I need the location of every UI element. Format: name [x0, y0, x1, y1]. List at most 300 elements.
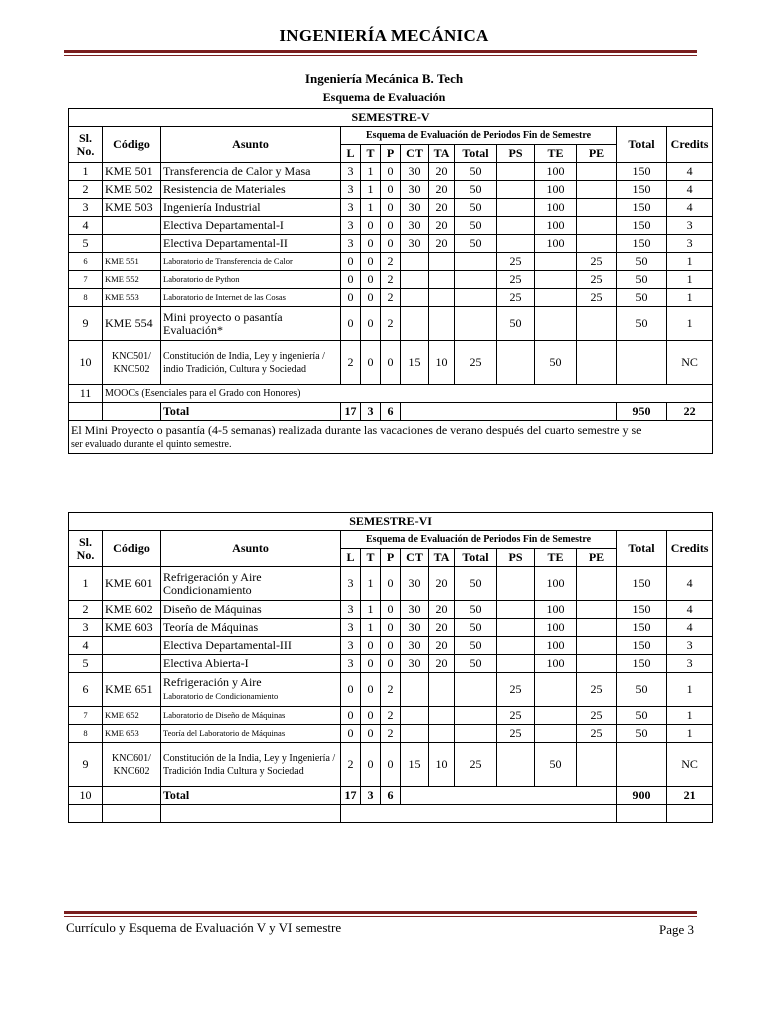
row-subject: Constitución de la India, Ley y Ingeniería / Tradición India Cultura y Sociedad: [161, 743, 341, 787]
row-cr: 4: [667, 199, 713, 217]
row-code: [103, 235, 161, 253]
col-CT: CT: [401, 145, 429, 163]
row-cr: 1: [667, 289, 713, 307]
row-gt: 50: [617, 673, 667, 707]
col-TE: TE: [535, 145, 577, 163]
row-total: 50: [455, 163, 497, 181]
row-cr: 3: [667, 637, 713, 655]
col-CT: CT: [401, 549, 429, 567]
row-subject: Electiva Departamental-I: [161, 217, 341, 235]
row-gt: 150: [617, 217, 667, 235]
col-credits: Credits: [667, 531, 713, 567]
col-TA: TA: [429, 145, 455, 163]
table-row: [69, 271, 713, 289]
row-ps: 25: [497, 725, 535, 743]
row-p: 2: [381, 307, 401, 341]
table-row: [69, 673, 713, 707]
row-l: 0: [341, 271, 361, 289]
row-ta: 20: [429, 181, 455, 199]
row-ta: 10: [429, 341, 455, 385]
row-p: 0: [381, 163, 401, 181]
footer-left: Currículo y Esquema de Evaluación V y VI semestre: [66, 920, 342, 935]
row-pe: [577, 655, 617, 673]
row-code: KME 502: [103, 181, 161, 199]
row-subject: Electiva Abierta-I: [161, 655, 341, 673]
col-codigo: Código: [103, 531, 161, 567]
row-code: KME 603: [103, 619, 161, 637]
col-sl: Sl. No.: [69, 531, 103, 567]
row-ps: [497, 217, 535, 235]
col-asunto: Asunto: [161, 127, 341, 163]
row-l: 3: [341, 637, 361, 655]
row-cr: 4: [667, 181, 713, 199]
row-cr: 4: [667, 163, 713, 181]
row-sl: 5: [69, 235, 103, 253]
row-cr: 1: [667, 725, 713, 743]
row-ps: [497, 341, 535, 385]
row-subject: Laboratorio de Internet de las Cosas: [161, 289, 341, 307]
col-T: T: [361, 145, 381, 163]
row-t: 0: [361, 253, 381, 271]
col-P: P: [381, 145, 401, 163]
row-subject: Transferencia de Calor y Masa: [161, 163, 341, 181]
col-PS: PS: [497, 145, 535, 163]
row-t: 0: [361, 637, 381, 655]
row-te: [535, 289, 577, 307]
row-t: 0: [361, 707, 381, 725]
row-pe: [577, 163, 617, 181]
row-ct: [401, 307, 429, 341]
row-ps: 50: [497, 307, 535, 341]
row-total: 50: [455, 235, 497, 253]
col-asunto: Asunto: [161, 531, 341, 567]
total-label: Total: [161, 403, 341, 421]
row-sl: 7: [69, 271, 103, 289]
row-l: 2: [341, 743, 361, 787]
row-cr: 3: [667, 217, 713, 235]
row-te: 100: [535, 601, 577, 619]
row-te: [535, 307, 577, 341]
row-gt: 150: [617, 163, 667, 181]
row-total: 25: [455, 341, 497, 385]
row-sl: 1: [69, 163, 103, 181]
row-cr: 3: [667, 655, 713, 673]
row-ta: [429, 673, 455, 707]
row-sl: 4: [69, 637, 103, 655]
table-row: [69, 725, 713, 743]
total-grand: 900: [617, 787, 667, 805]
table-row: [69, 289, 713, 307]
row-p: 0: [381, 341, 401, 385]
row-te: [535, 253, 577, 271]
col-L: L: [341, 549, 361, 567]
row-l: 3: [341, 567, 361, 601]
row-total: 50: [455, 199, 497, 217]
row-sl: 2: [69, 601, 103, 619]
empty-cell: [103, 805, 161, 823]
row-ta: [429, 271, 455, 289]
row-t: 1: [361, 567, 381, 601]
row-te: [535, 673, 577, 707]
col-PS: PS: [497, 549, 535, 567]
row-gt: 150: [617, 567, 667, 601]
row-sl: 3: [69, 619, 103, 637]
header-rule-thin: [64, 55, 697, 56]
sem5-note: [69, 421, 713, 454]
row-t: 0: [361, 655, 381, 673]
row-ta: [429, 725, 455, 743]
row-pe: 25: [577, 271, 617, 289]
row-subject: Teoría del Laboratorio de Máquinas: [161, 725, 341, 743]
total-blank: [401, 403, 617, 421]
row-ta: 20: [429, 567, 455, 601]
row-l: 3: [341, 601, 361, 619]
row-subject: [161, 673, 341, 707]
row-t: 1: [361, 181, 381, 199]
row-ps: [497, 235, 535, 253]
table-row: [69, 707, 713, 725]
row-ps: [497, 619, 535, 637]
col-credits: Credits: [667, 127, 713, 163]
row-p: 0: [381, 199, 401, 217]
row-t: 0: [361, 271, 381, 289]
row-pe: [577, 619, 617, 637]
row-p: 2: [381, 673, 401, 707]
row-code: KME 554: [103, 307, 161, 341]
row-code: [103, 217, 161, 235]
row-sl: 3: [69, 199, 103, 217]
row-sl: 1: [69, 567, 103, 601]
total-T: 3: [361, 403, 381, 421]
row-subject: Laboratorio de Python: [161, 271, 341, 289]
row-pe: 25: [577, 725, 617, 743]
row-subject: Electiva Departamental-III: [161, 637, 341, 655]
total-sl: [69, 403, 103, 421]
row-total: 50: [455, 601, 497, 619]
row-total: [455, 673, 497, 707]
row-code: KME 653: [103, 725, 161, 743]
row-t: 0: [361, 725, 381, 743]
row-te: 100: [535, 217, 577, 235]
col-PE: PE: [577, 145, 617, 163]
row-sl: 6: [69, 673, 103, 707]
row-total: [455, 253, 497, 271]
row-l: 0: [341, 725, 361, 743]
row-ct: 30: [401, 235, 429, 253]
row-l: 0: [341, 307, 361, 341]
row-te: 100: [535, 567, 577, 601]
row-pe: [577, 217, 617, 235]
row-total: 50: [455, 217, 497, 235]
total-P: 6: [381, 787, 401, 805]
total-code: [103, 787, 161, 805]
row-ta: 10: [429, 743, 455, 787]
row-ta: 20: [429, 601, 455, 619]
row-t: 0: [361, 743, 381, 787]
row-ps: [497, 199, 535, 217]
row-l: 0: [341, 289, 361, 307]
row-cr: NC: [667, 341, 713, 385]
row-subject: Ingeniería Industrial: [161, 199, 341, 217]
row-cr: NC: [667, 743, 713, 787]
row-total: 50: [455, 619, 497, 637]
row-pe: [577, 637, 617, 655]
total-L: 17: [341, 403, 361, 421]
row-cr: 4: [667, 619, 713, 637]
col-esquema: Esquema de Evaluación de Periodos Fin de Semestre: [341, 531, 617, 549]
total-L: 17: [341, 787, 361, 805]
row-ps: [497, 743, 535, 787]
row-code: KNC601/ KNC602: [103, 743, 161, 787]
row-te: 100: [535, 619, 577, 637]
row-subject: Laboratorio de Transferencia de Calor: [161, 253, 341, 271]
col-TA: TA: [429, 549, 455, 567]
row-cr: 4: [667, 601, 713, 619]
col-esquema: Esquema de Evaluación de Periodos Fin de Semestre: [341, 127, 617, 145]
total-credits: 21: [667, 787, 713, 805]
row-p: 0: [381, 217, 401, 235]
col-P: P: [381, 549, 401, 567]
semester-vi-table: [68, 512, 713, 823]
row-p: 0: [381, 235, 401, 253]
row-subject-line1: Refrigeración y Aire: [163, 675, 262, 689]
row-ct: 30: [401, 217, 429, 235]
empty-cell: [667, 805, 713, 823]
row-code: [103, 637, 161, 655]
row-sl: 5: [69, 655, 103, 673]
col-total: Total: [617, 127, 667, 163]
row-gt: 50: [617, 289, 667, 307]
row-code: KME 601: [103, 567, 161, 601]
total-P: 6: [381, 403, 401, 421]
row-gt: [617, 341, 667, 385]
row-l: 3: [341, 655, 361, 673]
row-t: 0: [361, 235, 381, 253]
row-t: 0: [361, 341, 381, 385]
row-total: [455, 271, 497, 289]
row-pe: 25: [577, 253, 617, 271]
row-subject-line2: Laboratorio de Condicionamiento: [163, 691, 279, 701]
row-total: [455, 725, 497, 743]
row-code: KME 503: [103, 199, 161, 217]
row-total: [455, 289, 497, 307]
table-row: [69, 341, 713, 385]
row-ta: [429, 289, 455, 307]
row-t: 1: [361, 601, 381, 619]
row-p: 0: [381, 181, 401, 199]
row-ps: 25: [497, 707, 535, 725]
row-t: 1: [361, 619, 381, 637]
table-row: [69, 217, 713, 235]
row-ps: 25: [497, 253, 535, 271]
row-pe: [577, 601, 617, 619]
row-l: 2: [341, 341, 361, 385]
col-subtotal: Total: [455, 549, 497, 567]
row-l: 3: [341, 181, 361, 199]
row-total: 50: [455, 655, 497, 673]
mooc-sl: 11: [69, 385, 103, 403]
row-p: 0: [381, 567, 401, 601]
note-sub: ser evaluado durante el quinto semestre.: [71, 438, 232, 450]
empty-cell: [341, 805, 617, 823]
row-code: [103, 655, 161, 673]
row-ct: 30: [401, 181, 429, 199]
row-pe: 25: [577, 707, 617, 725]
row-subject: Teoría de Máquinas: [161, 619, 341, 637]
row-p: 2: [381, 707, 401, 725]
row-ps: [497, 655, 535, 673]
row-l: 3: [341, 163, 361, 181]
row-code: KME 602: [103, 601, 161, 619]
row-gt: 50: [617, 307, 667, 341]
row-gt: 50: [617, 707, 667, 725]
row-total: 25: [455, 743, 497, 787]
row-code: KME 553: [103, 289, 161, 307]
row-l: 0: [341, 673, 361, 707]
row-ct: 30: [401, 637, 429, 655]
total-T: 3: [361, 787, 381, 805]
row-p: 2: [381, 253, 401, 271]
row-p: 0: [381, 619, 401, 637]
total-blank: [401, 787, 617, 805]
col-T: T: [361, 549, 381, 567]
row-code: KME 651: [103, 673, 161, 707]
row-te: 100: [535, 199, 577, 217]
row-t: 0: [361, 289, 381, 307]
row-l: 0: [341, 707, 361, 725]
row-ps: 25: [497, 673, 535, 707]
row-total: 50: [455, 181, 497, 199]
footer-page-number: Page 3: [658, 922, 694, 937]
col-subtotal: Total: [455, 145, 497, 163]
header-title: INGENIERÍA MECÁNICA: [279, 26, 489, 45]
footer-rule-thin: [64, 916, 697, 917]
header-rule-thick: [64, 50, 697, 53]
row-pe: [577, 235, 617, 253]
row-cr: 3: [667, 235, 713, 253]
row-pe: [577, 199, 617, 217]
row-cr: 4: [667, 567, 713, 601]
col-codigo: Código: [103, 127, 161, 163]
empty-cell: [161, 805, 341, 823]
row-ct: 30: [401, 655, 429, 673]
row-gt: 150: [617, 235, 667, 253]
row-ta: [429, 253, 455, 271]
row-gt: 150: [617, 619, 667, 637]
row-ct: [401, 253, 429, 271]
col-L: L: [341, 145, 361, 163]
row-te: 50: [535, 743, 577, 787]
row-l: 3: [341, 619, 361, 637]
semester-v-table: [68, 108, 713, 454]
row-code: KME 551: [103, 253, 161, 271]
row-ta: 20: [429, 163, 455, 181]
row-total: 50: [455, 567, 497, 601]
total-sl: 10: [69, 787, 103, 805]
row-ct: 30: [401, 567, 429, 601]
row-gt: 50: [617, 725, 667, 743]
row-ct: 15: [401, 743, 429, 787]
table-row: [69, 307, 713, 341]
table-row: [69, 637, 713, 655]
row-p: 0: [381, 655, 401, 673]
row-ta: 20: [429, 619, 455, 637]
row-ps: 25: [497, 271, 535, 289]
row-code: KNC501/ KNC502: [103, 341, 161, 385]
row-sl: 6: [69, 253, 103, 271]
row-te: [535, 725, 577, 743]
table-row: [69, 567, 713, 601]
row-ta: [429, 307, 455, 341]
row-sl: 8: [69, 725, 103, 743]
row-pe: [577, 341, 617, 385]
row-sl: 2: [69, 181, 103, 199]
note-main: El Mini Proyecto o pasantía (4-5 semanas) realizada durante las vacaciones de verano después del cuarto semestre y se: [71, 422, 642, 437]
col-total: Total: [617, 531, 667, 567]
col-sl: Sl. No.: [69, 127, 103, 163]
row-pe: [577, 307, 617, 341]
row-gt: [617, 743, 667, 787]
row-pe: [577, 567, 617, 601]
row-ps: 25: [497, 289, 535, 307]
row-te: 100: [535, 235, 577, 253]
row-p: 0: [381, 743, 401, 787]
row-code: KME 652: [103, 707, 161, 725]
row-cr: 1: [667, 707, 713, 725]
row-p: 2: [381, 725, 401, 743]
row-sl: 9: [69, 307, 103, 341]
row-cr: 1: [667, 307, 713, 341]
row-te: [535, 271, 577, 289]
row-ct: 30: [401, 163, 429, 181]
col-PE: PE: [577, 549, 617, 567]
empty-cell: [69, 805, 103, 823]
row-sl: 10: [69, 341, 103, 385]
row-ct: [401, 725, 429, 743]
doc-subtitle: Esquema de Evaluación: [322, 90, 446, 104]
row-ta: 20: [429, 199, 455, 217]
row-ct: 15: [401, 341, 429, 385]
row-total: [455, 307, 497, 341]
row-ps: [497, 181, 535, 199]
row-gt: 50: [617, 271, 667, 289]
row-t: 1: [361, 163, 381, 181]
row-t: 1: [361, 199, 381, 217]
row-pe: [577, 181, 617, 199]
table-row: [69, 601, 713, 619]
col-TE: TE: [535, 549, 577, 567]
row-t: 0: [361, 307, 381, 341]
row-total: 50: [455, 637, 497, 655]
table-row: [69, 655, 713, 673]
row-ps: [497, 637, 535, 655]
row-t: 0: [361, 673, 381, 707]
doc-title: Ingeniería Mecánica B. Tech: [304, 71, 464, 86]
row-code: KME 501: [103, 163, 161, 181]
total-label: Total: [161, 787, 341, 805]
row-sl: 8: [69, 289, 103, 307]
row-gt: 150: [617, 601, 667, 619]
row-p: 0: [381, 601, 401, 619]
semester-v-title: SEMESTRE-V: [69, 109, 713, 127]
row-l: 3: [341, 199, 361, 217]
row-gt: 50: [617, 253, 667, 271]
row-cr: 1: [667, 673, 713, 707]
row-ct: [401, 673, 429, 707]
row-l: 0: [341, 253, 361, 271]
row-subject: Mini proyecto o pasantía Evaluación*: [161, 307, 341, 341]
row-ps: [497, 163, 535, 181]
